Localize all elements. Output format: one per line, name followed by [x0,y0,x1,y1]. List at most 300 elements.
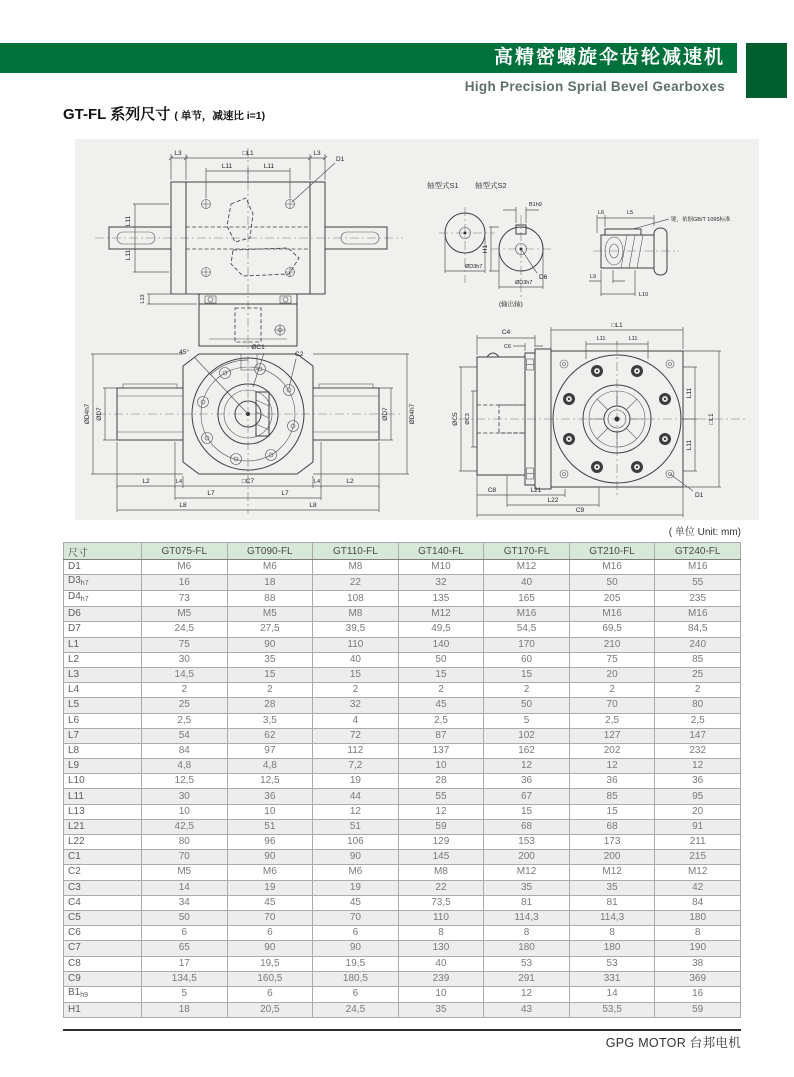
dimension-value: 40 [398,956,484,971]
dim-label-d7: ØD7 [96,407,103,421]
dim-label-l11: L11 [596,336,606,342]
dimension-table [63,542,741,1018]
dimension-value: 147 [655,728,741,743]
dim-label-l8: L8 [309,502,317,509]
dimension-value: 140 [398,637,484,652]
dimension-value: 160,5 [227,971,313,986]
dimension-value: 232 [655,743,741,758]
dimension-value: 12,5 [227,774,313,789]
dimension-table-wrap [63,542,741,1018]
dimension-value: 12 [313,804,399,819]
table-row [64,728,741,743]
dimension-value: M16 [484,607,570,622]
dimension-value: 108 [313,591,399,607]
dimension-value: 70 [313,910,399,925]
dim-label-45deg: 45° [179,349,189,356]
dimension-value: 12 [655,759,741,774]
dim-label-l13: L13 [140,294,146,304]
dim-label-l8: L8 [179,502,187,509]
table-row [64,698,741,713]
s2-dimension-lines [489,207,543,289]
dimension-value: 165 [484,591,570,607]
dimension-value: 50 [142,910,228,925]
dimension-value: 6 [227,986,313,1002]
dimension-value: 6 [227,926,313,941]
dimension-value: M10 [398,560,484,575]
dim-label-d6: D6 [539,274,548,281]
column-header-size: 尺寸 [64,543,142,560]
dimension-value: 2 [398,683,484,698]
dimension-value: 7,2 [313,759,399,774]
dimension-value: 35 [569,880,655,895]
dimension-table-head [64,543,741,560]
dimension-value: 130 [398,941,484,956]
dimension-value: 15 [569,804,655,819]
row-label: C6 [64,926,142,941]
dim-label-l11: L11 [221,163,233,170]
table-row [64,880,741,895]
table-row [64,865,741,880]
dimension-value: 211 [655,835,741,850]
dimension-value: M16 [569,607,655,622]
dimension-value: 39,5 [313,622,399,637]
dimension-value: 28 [398,774,484,789]
dimension-value: 45 [313,895,399,910]
dimension-value: 2 [142,683,228,698]
dimension-value: 88 [227,591,313,607]
dimension-value: 50 [398,652,484,667]
table-row [64,622,741,637]
dimension-value: 5 [142,986,228,1002]
section-title-note: ( 单节，减速比 i=1) [174,110,266,122]
section-title [63,103,265,124]
dimension-value: 40 [313,652,399,667]
dimension-value: 90 [313,941,399,956]
row-label: L6 [64,713,142,728]
dimension-value: 239 [398,971,484,986]
dimension-value: 4,8 [227,759,313,774]
row-label: C5 [64,910,142,925]
dimension-value: 215 [655,850,741,865]
shaft-s2-title: 轴型式S2 [475,181,507,190]
dim-label-l11: L11 [628,336,638,342]
dimension-table-body [64,560,741,1018]
dimension-value: 68 [484,819,570,834]
dimension-value: M8 [398,865,484,880]
dimension-value: 50 [569,575,655,591]
dimension-value: 19,5 [313,956,399,971]
dim-label-d7: ØD7 [382,407,389,421]
dimension-value: M16 [569,560,655,575]
dimension-value: 24,5 [142,622,228,637]
dimension-value: 20 [655,804,741,819]
dim-label-l22: L22 [547,497,559,504]
dimension-value: 19 [227,880,313,895]
dimension-value: M16 [655,607,741,622]
dim-label-l7: L7 [281,490,289,497]
dimension-value: 180 [569,941,655,956]
dimension-value: 15 [313,667,399,682]
front-dimension-lines [133,154,335,304]
dimension-value: 2 [313,683,399,698]
table-row [64,941,741,956]
dimension-value: 235 [655,591,741,607]
table-row [64,667,741,682]
dimension-value: 2 [227,683,313,698]
dimension-value: 73,5 [398,895,484,910]
dimension-value: 145 [398,850,484,865]
dimension-value: 90 [227,850,313,865]
dim-label-c4: C4 [501,329,511,336]
dimension-value: M5 [142,865,228,880]
dimension-value: 42 [655,880,741,895]
dimension-value: 43 [484,1002,570,1017]
dimension-value: 22 [398,880,484,895]
dimension-value: 4,8 [142,759,228,774]
table-row [64,789,741,804]
dimension-value: 70 [142,850,228,865]
row-label: H1 [64,1002,142,1017]
dimension-value: 53 [484,956,570,971]
dimension-value: 70 [227,910,313,925]
dimension-value: M8 [313,560,399,575]
dimension-value: 18 [227,575,313,591]
dimension-value: 8 [569,926,655,941]
table-row [64,850,741,865]
dimension-value: 36 [227,789,313,804]
dimension-value: 10 [227,804,313,819]
table-row [64,910,741,925]
dimension-value: 10 [142,804,228,819]
dimension-value: 137 [398,743,484,758]
table-row [64,560,741,575]
dimension-value: 59 [655,1002,741,1017]
dimension-value: M12 [484,865,570,880]
dimension-value: 90 [227,941,313,956]
dimension-value: 35 [484,880,570,895]
dimension-value: 6 [313,926,399,941]
drawing-front-and-flange-view [83,142,418,517]
row-label: L22 [64,835,142,850]
dimension-value: 6 [313,986,399,1002]
dimension-value: 202 [569,743,655,758]
dimension-value: 12 [398,804,484,819]
dimension-value: M16 [655,560,741,575]
dimension-value: 12,5 [142,774,228,789]
table-row [64,774,741,789]
shaft-s1-title: 轴型式S1 [427,181,459,190]
dimension-value: 190 [655,941,741,956]
dim-label-l1-square: □L1 [242,150,254,157]
table-row [64,804,741,819]
dimension-value: 210 [569,637,655,652]
dimension-value: 20 [569,667,655,682]
dimension-value: 22 [313,575,399,591]
dimension-value: 38 [655,956,741,971]
dim-label-l11: L11 [125,249,132,261]
dimension-value: 81 [569,895,655,910]
drawing-side-view [447,319,757,519]
keyed-shaft-side-view [589,210,731,298]
dimension-value: 331 [569,971,655,986]
dimension-value: 114,3 [484,910,570,925]
dimension-value: 14,5 [142,667,228,682]
row-label: L3 [64,667,142,682]
dimension-value: 173 [569,835,655,850]
dimension-value: M6 [313,865,399,880]
table-row [64,835,741,850]
dimension-value: 24,5 [313,1002,399,1017]
dimension-value: 240 [655,637,741,652]
dimension-value: 36 [569,774,655,789]
dimension-value: 14 [142,880,228,895]
dimension-value: 96 [227,835,313,850]
dimension-value: 81 [484,895,570,910]
table-row [64,986,741,1002]
dimension-value: 59 [398,819,484,834]
table-row [64,1002,741,1017]
dimension-value: 91 [655,819,741,834]
table-row [64,956,741,971]
dimension-value: 12 [569,759,655,774]
row-label: L13 [64,804,142,819]
dimension-value: 27,5 [227,622,313,637]
dimension-value: 112 [313,743,399,758]
dim-label-l9: L9 [589,274,597,280]
dim-label-l11: L11 [686,439,693,451]
dimension-value: 54 [142,728,228,743]
dim-label-l5: L5 [626,210,634,216]
dim-label-l4: L4 [313,479,321,485]
dimension-value: 19,5 [227,956,313,971]
dimension-value: 134,5 [142,971,228,986]
dimension-value: 68 [569,819,655,834]
dimension-value: 16 [655,986,741,1002]
dimension-value: 53 [569,956,655,971]
dim-label-l11: L11 [686,387,693,399]
dimension-value: 12 [484,759,570,774]
dimension-value: 19 [313,774,399,789]
dimension-value: 35 [227,652,313,667]
dim-label-c5: ØC5 [452,412,459,426]
table-row [64,895,741,910]
row-label: L10 [64,774,142,789]
dimension-value: 15 [227,667,313,682]
flange-dimension-lines [91,353,409,512]
dimension-value: 2 [655,683,741,698]
dimension-value: 14 [569,986,655,1002]
dimension-value: 36 [484,774,570,789]
dim-label-c8: C8 [487,487,497,494]
row-label: D7 [64,622,142,637]
dimension-value: 369 [655,971,741,986]
row-label: L5 [64,698,142,713]
column-header-model: GT170-FL [484,543,570,560]
dimension-value: 50 [484,698,570,713]
table-row [64,652,741,667]
dimension-value: 205 [569,591,655,607]
dim-label-l11: L11 [125,215,132,227]
dimension-value: 106 [313,835,399,850]
dimension-value: 180,5 [313,971,399,986]
dimension-value: 65 [142,941,228,956]
dimension-value: 60 [484,652,570,667]
dimension-value: 19 [313,880,399,895]
row-label: C4 [64,895,142,910]
dimension-value: 53,5 [569,1002,655,1017]
dimension-value: 36 [655,774,741,789]
dimension-value: M12 [655,865,741,880]
dimension-value: 6 [142,926,228,941]
dim-label-l3: L3 [313,150,321,157]
dimension-value: 70 [569,698,655,713]
table-header-row [64,543,741,560]
dimension-value: 30 [142,652,228,667]
row-label: L11 [64,789,142,804]
header-accent-block [746,43,787,98]
dim-label-l7: L7 [207,490,215,497]
front-view [95,148,403,352]
dim-label-c2: C2 [295,351,304,358]
dimension-value: 2 [569,683,655,698]
dimension-value: 2,5 [655,713,741,728]
dimension-value: 2,5 [142,713,228,728]
dimension-value: 4 [313,713,399,728]
dimension-value: 129 [398,835,484,850]
dimension-value: 62 [227,728,313,743]
dim-label-d3: ØD3h7 [515,280,533,286]
dimension-value: 135 [398,591,484,607]
column-header-model: GT140-FL [398,543,484,560]
row-label: L9 [64,759,142,774]
dimension-value: 180 [655,910,741,925]
table-row [64,607,741,622]
dim-label-d1: D1 [695,492,704,499]
dimension-value: M5 [142,607,228,622]
row-label: L1 [64,637,142,652]
key-standard-note: 键，依据GB/T 1095标准 [671,217,731,223]
column-header-model: GT110-FL [313,543,399,560]
row-label: $D3_{h7}$ [64,575,142,591]
row-label: $D4_{h7}$ [64,591,142,607]
table-row [64,713,741,728]
dimension-value: 8 [484,926,570,941]
dimension-value: 75 [142,637,228,652]
dim-label-l3: L3 [174,150,182,157]
row-label: C1 [64,850,142,865]
dim-label-c9: C9 [575,507,585,514]
dim-label-d3: ØD3h7 [465,264,483,270]
table-row [64,759,741,774]
row-label: D1 [64,560,142,575]
dimension-value: M6 [227,560,313,575]
dim-label-l2: L2 [346,478,354,485]
dimension-value: 28 [227,698,313,713]
dimension-value: M12 [398,607,484,622]
dim-label-l11: L11 [263,163,275,170]
dimension-value: 84 [655,895,741,910]
row-label: C3 [64,880,142,895]
dimension-value: 25 [655,667,741,682]
dimension-value: 90 [227,637,313,652]
dimension-value: 170 [484,637,570,652]
dim-label-l2: L2 [142,478,150,485]
dimension-value: 54,5 [484,622,570,637]
technical-drawing-panel [75,139,759,520]
page-header-bar [0,43,737,73]
dimension-value: 15 [398,667,484,682]
dimension-value: 80 [142,835,228,850]
drawing-shaft-type-s2 [473,179,759,309]
dimension-value: 40 [484,575,570,591]
dim-label-l21: L21 [530,487,542,494]
dimension-value: M6 [142,560,228,575]
dimension-value: 18 [142,1002,228,1017]
dimension-value: 85 [569,789,655,804]
dimension-value: 8 [655,926,741,941]
dim-label-c6: C6 [503,344,511,350]
dimension-value: 49,5 [398,622,484,637]
page-title-cn: 高精密螺旋伞齿轮减速机 [493,47,725,68]
dim-label-c1: ØC1 [251,344,265,351]
dimension-value: 84 [142,743,228,758]
dimension-value: 200 [484,850,570,865]
dimension-value: 5 [484,713,570,728]
dimension-value: 17 [142,956,228,971]
dim-label-l4: L4 [175,479,183,485]
dimension-value: 34 [142,895,228,910]
dimension-value: 127 [569,728,655,743]
dimension-value: 2 [484,683,570,698]
dimension-value: 55 [398,789,484,804]
dimension-value: 3,5 [227,713,313,728]
row-label: L8 [64,743,142,758]
row-label: L21 [64,819,142,834]
dimension-value: 12 [484,986,570,1002]
page-title-en: High Precision Sprial Bevel Gearboxes [464,79,725,94]
row-label: C9 [64,971,142,986]
dimension-value: 32 [398,575,484,591]
dimension-value: 16 [142,575,228,591]
dim-label-d4: ØD4h7 [409,403,416,425]
dim-label-l10: L10 [639,292,649,298]
dimension-value: 51 [227,819,313,834]
table-row [64,637,741,652]
dimension-value: 69,5 [569,622,655,637]
column-header-model: GT075-FL [142,543,228,560]
dimension-value: 95 [655,789,741,804]
dimension-value: 45 [227,895,313,910]
dimension-value: 8 [398,926,484,941]
dimension-value: 97 [227,743,313,758]
row-label: L4 [64,683,142,698]
dimension-value: 73 [142,591,228,607]
dimension-value: 80 [655,698,741,713]
dimension-value: M12 [484,560,570,575]
dimension-value: 102 [484,728,570,743]
dimension-value: 25 [142,698,228,713]
table-row [64,926,741,941]
table-row [64,575,741,591]
dim-label-d4: ØD4h7 [84,403,91,425]
dimension-value: 44 [313,789,399,804]
dimension-value: 45 [398,698,484,713]
dimension-value: M12 [569,865,655,880]
footer-rule [63,1029,741,1031]
dimension-value: 180 [484,941,570,956]
dimension-value: 2,5 [569,713,655,728]
row-label: C7 [64,941,142,956]
